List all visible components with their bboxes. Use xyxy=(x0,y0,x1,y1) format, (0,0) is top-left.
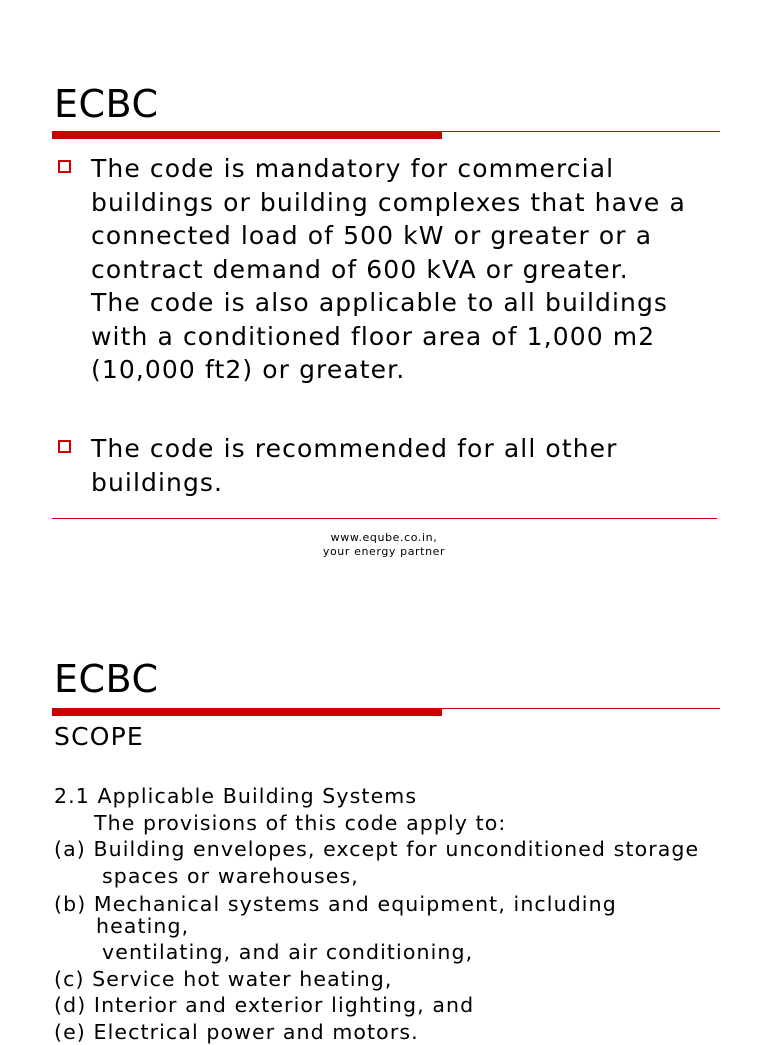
body-line: (b) Mechanical systems and equipment, including xyxy=(54,893,754,915)
body-line: spaces or warehouses, xyxy=(54,863,754,890)
body-line: (e) Electrical power and motors. xyxy=(54,1019,754,1045)
footer-divider xyxy=(52,518,717,519)
footer-tagline: your energy partner xyxy=(0,545,768,559)
body-line: (d) Interior and exterior lighting, and xyxy=(54,992,754,1019)
slide-2 xyxy=(0,600,768,1024)
slide-title: ECBC xyxy=(54,657,158,701)
square-bullet-icon xyxy=(58,160,71,173)
body-line: (c) Service hot water heating, xyxy=(54,966,754,993)
square-bullet-icon xyxy=(58,440,71,453)
title-underline-thin xyxy=(442,708,720,709)
slide-title: ECBC xyxy=(54,82,158,126)
body-line: (a) Building envelopes, except for unconditioned storage xyxy=(54,836,754,863)
body-line: heating, xyxy=(54,915,754,937)
title-underline-thick xyxy=(52,131,442,139)
bullet-text: The code is recommended for all other buildings. xyxy=(91,432,618,499)
bullet-item xyxy=(58,432,718,499)
bullet-text: The code is mandatory for commercial buildings or building complexes that have a connected load of 500 kW or greater or a contract demand of 600 kVA or greater. The code is also applicable to all buildings with a conditioned floor area of 1,000 m2 (10,000 ft2) or greater. xyxy=(91,152,686,387)
slide-footer xyxy=(0,531,768,559)
title-underline-thick xyxy=(52,708,442,716)
body-line: ventilating, and air conditioning, xyxy=(54,939,754,966)
scope-body xyxy=(54,783,754,1045)
bullet-item xyxy=(58,152,718,387)
section-subtitle: SCOPE xyxy=(54,722,144,751)
body-line: The provisions of this code apply to: xyxy=(54,810,754,837)
footer-website: www.eqube.co.in, xyxy=(0,531,768,545)
title-underline-thin xyxy=(442,131,720,132)
section-heading: 2.1 Applicable Building Systems xyxy=(54,783,754,810)
